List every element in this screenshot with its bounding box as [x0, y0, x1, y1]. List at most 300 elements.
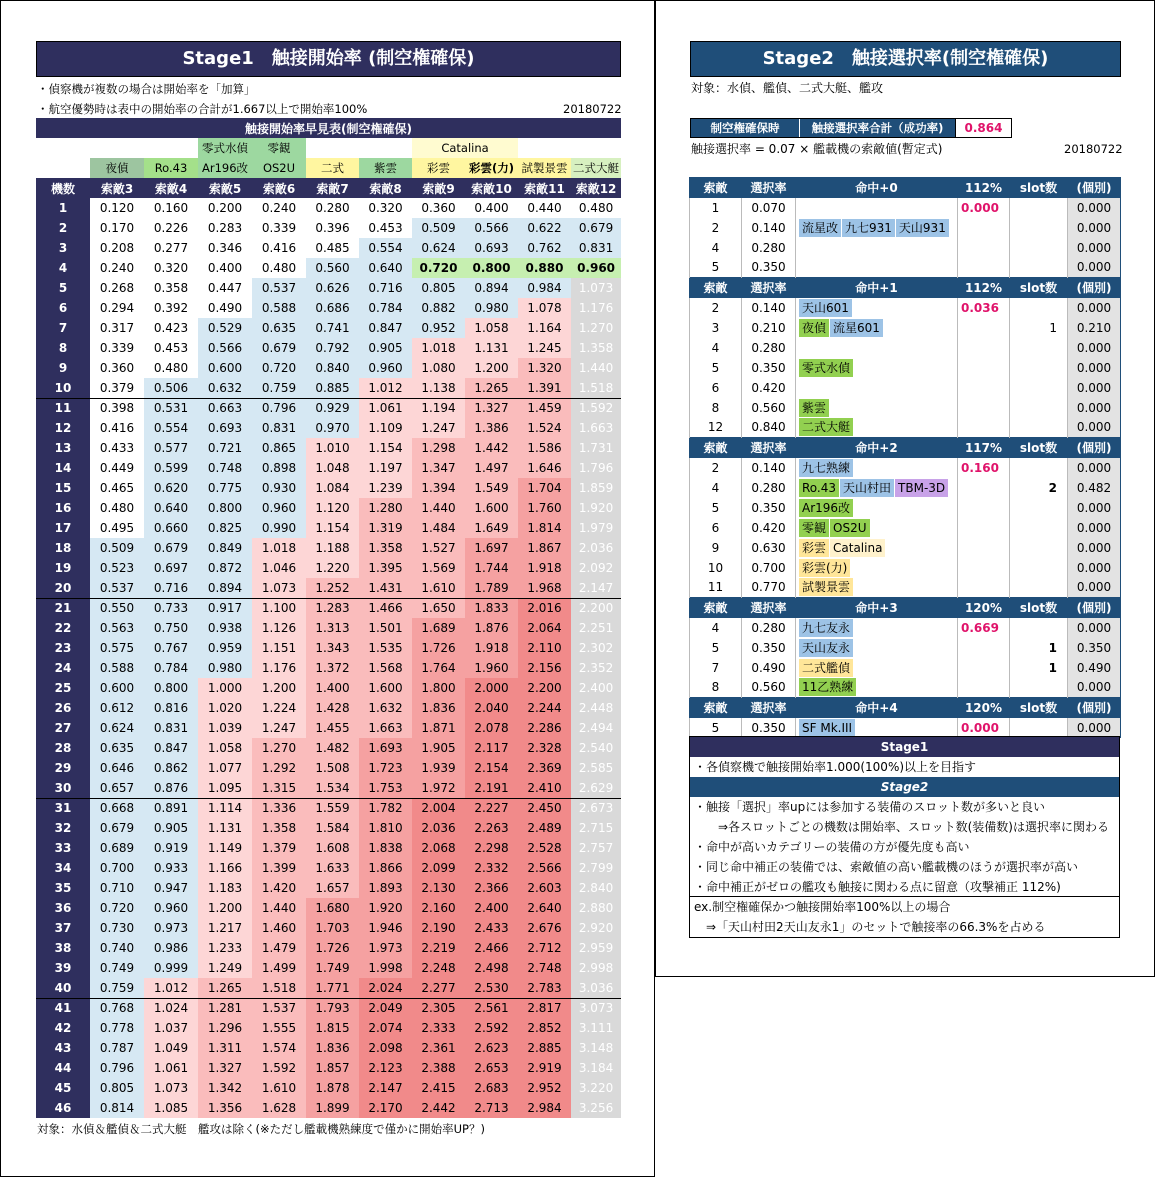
individual-rate: 0.210 [1068, 318, 1121, 338]
table-cell: 1.537 [252, 998, 306, 1018]
table-cell: 0.640 [144, 498, 198, 518]
table-cell: 0.905 [144, 818, 198, 838]
table-cell: 0.339 [99, 341, 135, 355]
table-cell: 0.749 [90, 958, 144, 978]
table-cell: 0.635 [252, 318, 306, 338]
table-cell: 0.689 [90, 838, 144, 858]
equipment-tag: 流星改 [799, 219, 841, 237]
table-cell: 0.750 [144, 618, 198, 638]
table-cell: 2.433 [465, 918, 518, 938]
table-cell: 1.871 [412, 718, 465, 738]
table-cell: 1.499 [252, 958, 306, 978]
group-rate [958, 658, 1010, 678]
search-value: 9 [690, 538, 742, 558]
table-cell: 0.999 [144, 958, 198, 978]
group-rate: 0.160 [958, 458, 1010, 478]
table-row [36, 878, 621, 898]
stage2-row [690, 298, 1121, 318]
table-cell: 2.000 [465, 678, 518, 698]
header-cell: Ar196改 [198, 158, 252, 178]
individual-rate: 0.000 [1068, 298, 1121, 318]
table-cell: 0.120 [99, 201, 135, 215]
table-cell: 1.518 [252, 978, 306, 998]
table-cell: 0.668 [90, 798, 144, 818]
table-row [36, 478, 621, 498]
table-cell: 2.852 [518, 1018, 571, 1038]
table-cell: 1.600 [465, 498, 518, 518]
table-cell: 2.410 [518, 778, 571, 798]
stage1-title: Stage1 触接開始率 (制空権確保) [36, 41, 621, 77]
group-header-cell: slot数 [1010, 438, 1068, 458]
table-cell: 1.608 [306, 838, 359, 858]
select-rate: 0.140 [742, 218, 796, 238]
table-cell: 0.847 [144, 738, 198, 758]
table-cell: 0.663 [198, 398, 252, 418]
table-cell: 1.224 [252, 698, 306, 718]
stage2-table [689, 177, 1121, 738]
table-cell: 1.315 [252, 778, 306, 798]
table-cell: 2.078 [465, 718, 518, 738]
header-cell: 紫雲 [359, 158, 412, 178]
table-cell: 0.635 [90, 738, 144, 758]
table-cell: 0.320 [153, 261, 189, 275]
header-cell: 零式水偵 [198, 138, 252, 158]
table-row [36, 938, 621, 958]
table-cell: 1.859 [571, 478, 621, 498]
equipment-cell [796, 478, 958, 498]
column-header: 索敵4 [144, 178, 198, 198]
table-row [36, 1058, 621, 1078]
table-cell: 0.796 [90, 1058, 144, 1078]
table-cell: 1.559 [306, 798, 359, 818]
table-cell: 1.342 [198, 1078, 252, 1098]
table-cell: 1.764 [412, 658, 465, 678]
stage2-row [690, 258, 1121, 278]
header-cell [144, 138, 198, 158]
table-cell: 1.296 [198, 1018, 252, 1038]
table-cell: 0.930 [252, 478, 306, 498]
table-cell: 0.894 [198, 578, 252, 598]
group-rate [958, 218, 1010, 238]
table-cell: 0.762 [518, 238, 571, 258]
table-cell: 2.998 [571, 958, 621, 978]
table-cell: 1.646 [518, 458, 571, 478]
table-cell: 1.131 [198, 818, 252, 838]
table-cell: 1.073 [144, 1078, 198, 1098]
table-row [36, 758, 621, 778]
table-cell: 2.147 [571, 578, 621, 598]
table-row [36, 198, 621, 218]
individual-rate: 0.000 [1068, 458, 1121, 478]
stage2-row [690, 478, 1121, 498]
group-rate [958, 578, 1010, 598]
table-cell: 0.423 [153, 321, 189, 335]
table-cell: 2.333 [412, 1018, 465, 1038]
slot-count [1010, 518, 1068, 538]
header-cell: Catalina [412, 138, 518, 158]
table-cell: 1.395 [359, 558, 412, 578]
table-cell: 1.080 [412, 358, 465, 378]
table-cell: 0.537 [90, 578, 144, 598]
table-cell: 1.188 [306, 538, 359, 558]
table-cell: 0.849 [198, 538, 252, 558]
table-cell: 0.938 [198, 618, 252, 638]
table-row [36, 1018, 621, 1038]
table-cell: 2.885 [518, 1038, 571, 1058]
table-row [36, 558, 621, 578]
table-cell: 0.600 [198, 358, 252, 378]
row-count: 6 [36, 298, 90, 318]
select-rate: 0.560 [742, 678, 796, 698]
group-header-cell: 索敵 [690, 278, 742, 298]
table-cell: 0.984 [518, 278, 571, 298]
equipment-cell [796, 618, 958, 638]
table-cell: 2.352 [571, 658, 621, 678]
table-cell: 2.592 [465, 1018, 518, 1038]
table-cell: 1.194 [412, 398, 465, 418]
group-header [690, 698, 1121, 718]
row-count: 39 [36, 958, 90, 978]
sum-label2: 触接選択率合計（成功率) [799, 119, 955, 137]
individual-rate: 0.000 [1068, 238, 1121, 258]
equipment-tag: SF Mk.III [799, 719, 855, 737]
table-cell: 1.220 [306, 558, 359, 578]
row-count: 43 [36, 1038, 90, 1058]
table-cell: 0.447 [207, 281, 243, 295]
table-cell: 0.831 [252, 418, 306, 438]
column-header: 索敵10 [465, 178, 518, 198]
table-row [36, 918, 621, 938]
table-cell: 1.428 [306, 698, 359, 718]
search-value: 2 [690, 298, 742, 318]
table-cell: 2.369 [518, 758, 571, 778]
table-cell: 0.490 [207, 301, 243, 315]
table-cell: 0.626 [306, 278, 359, 298]
stage2-row [690, 338, 1121, 358]
table-cell: 0.563 [90, 618, 144, 638]
table-cell: 2.400 [571, 678, 621, 698]
table-cell: 0.657 [90, 778, 144, 798]
equipment-tag: 天山601 [799, 299, 852, 317]
table-cell: 1.138 [412, 378, 465, 398]
group-header-cell: slot数 [1010, 278, 1068, 298]
table-cell: 0.433 [99, 441, 135, 455]
table-cell: 2.117 [465, 738, 518, 758]
group-header-cell: 117% [958, 438, 1010, 458]
search-value: 11 [690, 578, 742, 598]
row-count: 18 [36, 538, 90, 558]
table-row [36, 278, 621, 298]
column-header: 索敵5 [198, 178, 252, 198]
table-cell: 0.697 [144, 558, 198, 578]
search-value: 5 [690, 718, 742, 738]
table-cell: 1.039 [198, 718, 252, 738]
search-value: 10 [690, 558, 742, 578]
individual-rate: 0.490 [1068, 658, 1121, 678]
table-cell: 2.540 [571, 738, 621, 758]
row-count: 31 [36, 798, 90, 818]
stage2-row [690, 638, 1121, 658]
table-cell: 0.620 [144, 478, 198, 498]
table-cell: 2.049 [359, 998, 412, 1018]
equipment-tag: 二式艦偵 [799, 659, 853, 677]
equipment-cell [796, 638, 958, 658]
row-count: 44 [36, 1058, 90, 1078]
equipment-cell [796, 198, 958, 218]
select-rate: 0.350 [742, 358, 796, 378]
table-cell: 0.905 [359, 338, 412, 358]
table-cell: 2.219 [412, 938, 465, 958]
table-cell: 1.518 [571, 378, 621, 398]
table-cell: 1.249 [198, 958, 252, 978]
group-rate [958, 418, 1010, 438]
table-cell: 2.585 [571, 758, 621, 778]
table-cell: 2.530 [465, 978, 518, 998]
table-cell: 1.878 [306, 1078, 359, 1098]
table-cell: 2.400 [465, 898, 518, 918]
table-cell: 1.265 [465, 378, 518, 398]
table-cell: 1.379 [252, 838, 306, 858]
table-cell: 2.251 [571, 618, 621, 638]
row-count: 9 [36, 358, 90, 378]
group-rate [958, 338, 1010, 358]
table-cell: 2.715 [571, 818, 621, 838]
select-rate: 0.140 [742, 298, 796, 318]
select-rate: 0.280 [742, 238, 796, 258]
table-row [36, 898, 621, 918]
table-cell: 0.465 [99, 481, 135, 495]
table-cell: 0.537 [252, 278, 306, 298]
table-cell: 1.298 [412, 438, 465, 458]
table-cell: 0.784 [144, 658, 198, 678]
table-cell: 1.085 [144, 1098, 198, 1118]
group-rate: 0.036 [958, 298, 1010, 318]
stage2-row [690, 398, 1121, 418]
table-cell: 1.535 [359, 638, 412, 658]
column-header: 索敵7 [306, 178, 359, 198]
summary-line: ・命中が高いカテゴリーの装備の方が優先度も高い [694, 840, 970, 854]
table-cell: 0.208 [99, 241, 135, 255]
table-cell: 2.799 [571, 858, 621, 878]
table-cell: 1.356 [198, 1098, 252, 1118]
sum-value: 0.864 [955, 119, 1011, 137]
slot-count [1010, 398, 1068, 418]
search-value: 2 [690, 218, 742, 238]
table-cell: 0.379 [99, 380, 135, 395]
equipment-cell [796, 518, 958, 538]
table-cell: 2.123 [359, 1058, 412, 1078]
table-cell: 1.584 [306, 818, 359, 838]
header-cell: Ro.43 [144, 158, 198, 178]
table-cell: 1.399 [252, 858, 306, 878]
group-rate [958, 678, 1010, 698]
group-header-cell: slot数 [1010, 698, 1068, 718]
table-cell: 2.004 [412, 798, 465, 818]
stage2-sum-row [690, 118, 1012, 138]
header-cell: 夜偵 [90, 158, 144, 178]
group-rate [958, 518, 1010, 538]
table-cell: 1.866 [359, 858, 412, 878]
row-count: 10 [36, 378, 90, 398]
table-cell: 1.633 [306, 858, 359, 878]
stage2-row [690, 198, 1121, 218]
table-cell: 0.876 [144, 778, 198, 798]
table-cell: 2.494 [571, 718, 621, 738]
select-rate: 0.630 [742, 538, 796, 558]
row-count: 14 [36, 458, 90, 478]
table-cell: 1.657 [306, 878, 359, 898]
table-cell: 0.796 [252, 398, 306, 418]
table-cell: 2.024 [359, 978, 412, 998]
table-cell: 1.482 [306, 738, 359, 758]
table-cell: 1.061 [144, 1058, 198, 1078]
table-row [36, 718, 621, 738]
table-cell: 2.629 [571, 778, 621, 798]
table-cell: 1.391 [518, 378, 571, 398]
table-cell: 1.600 [359, 678, 412, 698]
header-cell [36, 158, 90, 178]
table-cell: 1.319 [359, 518, 412, 538]
table-cell: 2.190 [412, 918, 465, 938]
equipment-tag: Catalina [830, 539, 885, 557]
stage2-row [690, 318, 1121, 338]
table-cell: 0.980 [198, 658, 252, 678]
table-row [36, 578, 621, 598]
table-row [36, 998, 621, 1018]
stage2-row [690, 498, 1121, 518]
table-cell: 0.416 [261, 241, 297, 255]
table-cell: 1.726 [412, 638, 465, 658]
slot-count [1010, 338, 1068, 358]
table-cell: 0.784 [359, 298, 412, 318]
table-cell: 1.592 [571, 398, 621, 418]
stage2-title: Stage2 触接選択率(制空権確保) [690, 41, 1121, 77]
stage2-row [690, 618, 1121, 638]
table-cell: 1.292 [252, 758, 306, 778]
table-cell: 3.220 [571, 1078, 621, 1098]
table-cell: 1.501 [359, 618, 412, 638]
equipment-tag: 天山村田 [840, 479, 894, 497]
equipment-cell [796, 358, 958, 378]
table-cell: 0.283 [207, 221, 243, 235]
table-row [36, 698, 621, 718]
table-cell: 1.343 [306, 638, 359, 658]
table-title-row [36, 118, 621, 138]
table-cell: 1.632 [359, 698, 412, 718]
stage2-row [690, 378, 1121, 398]
individual-rate: 0.000 [1068, 718, 1121, 738]
column-header: 索敵12 [571, 178, 621, 198]
table-cell: 1.018 [252, 538, 306, 558]
table-cell: 1.270 [252, 738, 306, 758]
individual-rate: 0.000 [1068, 498, 1121, 518]
table-row [36, 518, 621, 538]
stage2-row [690, 538, 1121, 558]
table-cell: 1.239 [359, 478, 412, 498]
table-cell: 0.980 [465, 298, 518, 318]
table-cell: 0.588 [252, 298, 306, 318]
table-row [36, 798, 621, 818]
table-cell: 1.245 [518, 338, 571, 358]
summary-line: ・触接「選択」率upには参加する装備のスロット数が多いと良い [694, 800, 1045, 814]
table-cell: 1.508 [306, 758, 359, 778]
group-rate: 0.669 [958, 618, 1010, 638]
slot-count [1010, 558, 1068, 578]
table-cell: 1.703 [306, 918, 359, 938]
table-cell: 0.529 [198, 318, 252, 338]
table-cell: 2.332 [465, 858, 518, 878]
table-row [36, 458, 621, 478]
table-cell: 1.815 [306, 1018, 359, 1038]
summary-example-2: ⇒「天山村田2天山友永1」のセットで触接率の66.3%を占める [694, 920, 1046, 934]
table-cell: 2.920 [571, 918, 621, 938]
table-cell: 1.217 [198, 918, 252, 938]
table-cell: 1.327 [198, 1058, 252, 1078]
row-count: 33 [36, 838, 90, 858]
group-header-cell: (個別) [1068, 598, 1121, 618]
table-cell: 0.748 [198, 458, 252, 478]
table-cell: 1.151 [252, 638, 306, 658]
table-row [36, 818, 621, 838]
table-row [36, 538, 621, 558]
column-header: 索敵11 [518, 178, 571, 198]
group-header-cell: 索敵 [690, 438, 742, 458]
row-count: 1 [36, 198, 90, 218]
table-cell: 0.720 [90, 898, 144, 918]
table-cell: 0.700 [90, 858, 144, 878]
table-cell: 1.442 [465, 438, 518, 458]
table-cell: 2.130 [412, 878, 465, 898]
table-cell: 1.857 [306, 1058, 359, 1078]
table-cell: 0.929 [306, 398, 359, 418]
table-cell: 1.800 [412, 678, 465, 698]
column-header: 索敵8 [359, 178, 412, 198]
row-count: 8 [36, 338, 90, 358]
row-count: 23 [36, 638, 90, 658]
equipment-tag: 零式水偵 [799, 359, 853, 377]
search-value: 7 [690, 658, 742, 678]
table-cell: 3.111 [571, 1018, 621, 1038]
select-rate: 0.350 [742, 258, 796, 278]
table-row [36, 238, 621, 258]
table-cell: 1.247 [252, 718, 306, 738]
group-header-cell: 命中+1 [796, 278, 958, 298]
select-rate: 0.840 [742, 418, 796, 438]
equipment-tag: 九七友永 [799, 619, 853, 637]
table-cell: 0.170 [99, 221, 135, 235]
table-cell: 1.663 [571, 418, 621, 438]
table-row [36, 498, 621, 518]
table-cell: 1.876 [465, 618, 518, 638]
header-cell [518, 138, 571, 158]
table-cell: 2.200 [571, 598, 621, 618]
summary-stage1-line: ・各偵察機で触接開始率1.000(100%)以上を目指す [694, 760, 977, 774]
search-value: 4 [690, 618, 742, 638]
table-cell: 1.810 [359, 818, 412, 838]
slot-count [1010, 298, 1068, 318]
search-value: 4 [690, 238, 742, 258]
table-cell: 1.466 [359, 598, 412, 618]
equipment-cell [796, 578, 958, 598]
table-cell: 1.048 [306, 458, 359, 478]
table-cell: 2.415 [412, 1078, 465, 1098]
table-cell: 0.865 [252, 438, 306, 458]
summary-example-1: ex.制空権確保かつ触接開始率100%以上の場合 [694, 900, 951, 914]
slot-count [1010, 678, 1068, 698]
individual-rate: 0.000 [1068, 258, 1121, 278]
header-cell [306, 138, 359, 158]
search-value: 5 [690, 498, 742, 518]
